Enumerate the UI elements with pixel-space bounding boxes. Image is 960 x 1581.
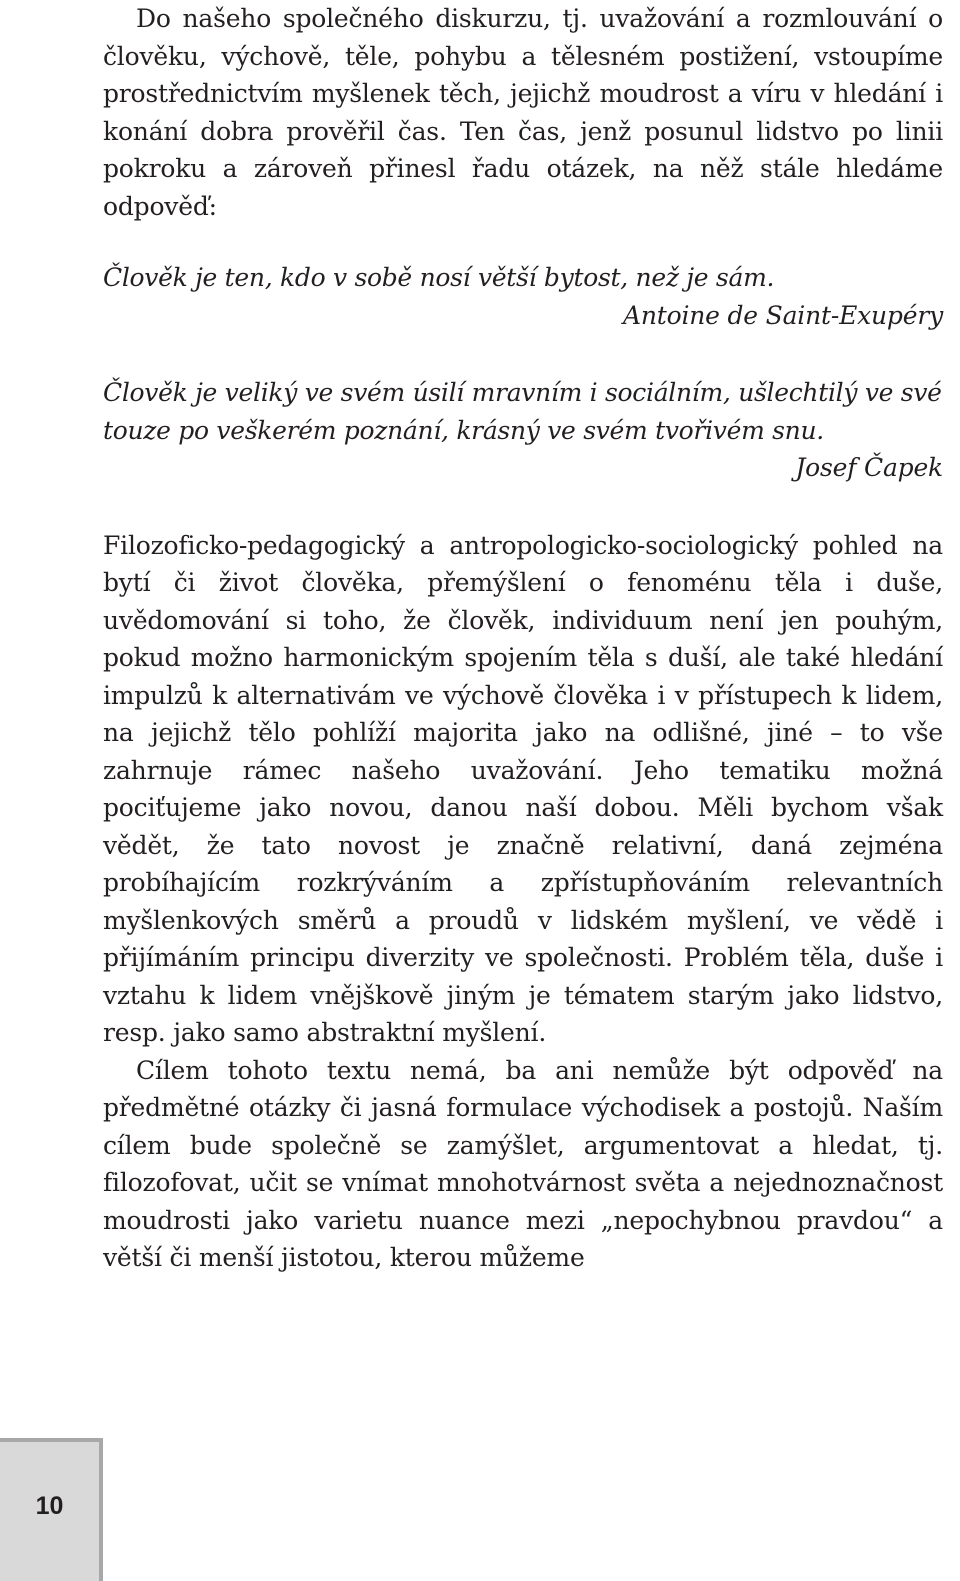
intro-paragraph: Do našeho společného diskurzu, tj. uvažování a rozmlouvání o člověku, výchově, těle, pohybu a tělesném postižení, vstoupíme prostřednictvím myšlenek těch, jejichž moudrost a víru v hledání i konání dobra prověřil čas. Ten čas, jenž posunul lidstvo po linii pokroku a zároveň přinesl řadu otázek, na něž stále hledáme odpověď: bbox=[103, 4, 943, 221]
page-content bbox=[103, 0, 943, 1277]
quote-author: Josef Čapek bbox=[795, 453, 943, 482]
quote-text: Člověk je ten, kdo v sobě nosí větší bytost, než je sám. bbox=[103, 263, 775, 292]
body-paragraph: Cílem tohoto textu nemá, ba ani nemůže být odpověď na předmětné otázky či jasná formulace východisek a postojů. Naším cílem bude společně se zamýšlet, argumentovat a hledat, tj. filozofovat, učit se vnímat mnohotvárnost světa a nejednoznačnost moudrosti jako varietu nuance mezi „nepochybnou pravdou“ a větší či menší jistotou, kterou můžeme bbox=[103, 1055, 943, 1272]
page-number: 10 bbox=[35, 1492, 64, 1520]
page-number-tab bbox=[0, 1438, 103, 1581]
quote-block-saint-exupery bbox=[103, 259, 943, 334]
quote-text: Člověk je veliký ve svém úsilí mravním i sociálním, ušlechtilý ve své touze po veškerém poznání, krásný ve svém tvořivém snu. bbox=[103, 378, 942, 445]
quote-author: Antoine de Saint-Exupéry bbox=[623, 300, 943, 330]
body-paragraph: Filozoficko-pedagogický a antropologicko-sociologický pohled na bytí či život člověka, přemýšlení o fenoménu těla i duše, uvědomování si toho, že člověk, individuum není jen pouhým, pokud možno harmonickým spojením těla s duší, ale také hledání impulzů k alternativám ve výchově člověka i v přístupech k lidem, na jejichž tělo pohlíží majorita jako na odlišné, jiné – to vše zahrnuje rámec našeho uvažování. Jeho tematiku možná pociťujeme jako novou, danou naší dobou. Měli bychom však vědět, že tato novost je značně relativní, daná zejména probíhajícím rozkrýváním a zpřístupňováním relevantních myšlenkových směrů a proudů v lidském myšlení, ve vědě i přijímáním principu diverzity ve společnosti. Problém těla, duše i vztahu k lidem vnějškově jiným je tématem starým jako lidstvo, resp. jako samo abstraktní myšlení. bbox=[103, 530, 943, 1047]
quote-block-capek bbox=[103, 374, 943, 487]
